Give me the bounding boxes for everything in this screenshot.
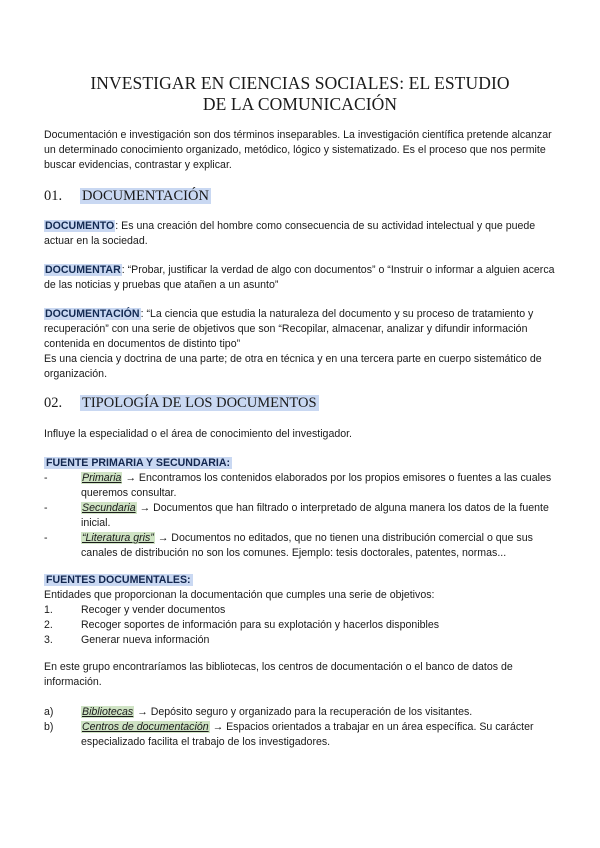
list-marker: 2.: [44, 619, 53, 631]
list-item-text: → Espacios orientados a trabajar en un área específica. Su carácter especializado facilita el trabajo de los investigadores.: [81, 721, 534, 748]
fuente-block: [44, 456, 558, 561]
list-item-text: Generar nueva información: [81, 634, 210, 646]
list-marker: -: [44, 472, 48, 484]
list-item: [44, 501, 558, 531]
term-literatura-gris: “Literatura gris”: [82, 532, 154, 544]
list-item: [44, 471, 558, 501]
section-title: TIPOLOGÍA DE LOS DOCUMENTOS: [82, 395, 317, 411]
list-marker: 3.: [44, 634, 53, 646]
list-marker: a): [44, 706, 54, 718]
list-marker: b): [44, 721, 54, 733]
title-line-1: INVESTIGAR EN CIENCIAS SOCIALES: EL ESTUDIO: [90, 73, 510, 93]
list-item-text: Recoger y vender documentos: [81, 604, 226, 616]
definition-text: : “Probar, justificar la verdad de algo con documentos” o “Instruir o informar a alguien acerca de las noticias y pruebas que atañen a un asunto”: [44, 264, 555, 291]
list-item-text: Recoger soportes de información para su explotación y hacerlos disponibles: [81, 619, 440, 631]
definition-documentar: [44, 263, 558, 293]
list-item: [44, 705, 558, 720]
list-item: [44, 618, 558, 633]
term-documentacion: DOCUMENTACIÓN: [45, 308, 140, 320]
list-item-text: → Documentos que han filtrado o interpretado de alguna manera los datos de la fuente inicial.: [81, 502, 549, 529]
document-title: [40, 73, 560, 115]
lettered-list: [44, 705, 558, 750]
definition-documento: [44, 219, 558, 249]
term-centros-de-documentacion: Centros de documentación: [82, 721, 209, 733]
tipologia-intro: Influye la especialidad o el área de conocimiento del investigador.: [44, 428, 353, 440]
definition-text: : “La ciencia que estudia la naturaleza del documento y su proceso de tratamiento y recuperación” con una serie de objetivos que son “Recopilar, almacenar, analizar y difundir información contenida en documentos de distinto tipo”: [44, 308, 534, 350]
list-item: [44, 633, 558, 648]
list-item-text: → Encontramos los contenidos elaborados por los propios emisores o fuentes a las cuales queremos consultar.: [81, 472, 552, 499]
list-item: [44, 720, 558, 750]
fuentes-documentales-intro: Entidades que proporcionan la documentación que cumples una serie de objetivos:: [44, 589, 435, 601]
section-heading-tipologia: [44, 394, 319, 412]
list-item: [44, 603, 558, 618]
definition-documentacion: [44, 307, 558, 382]
definition-text: : Es una creación del hombre como consecuencia de su actividad intelectual y que puede actuar en la sociedad.: [44, 220, 536, 247]
list-marker: -: [44, 502, 48, 514]
section-heading-documentacion: [44, 187, 211, 205]
list-item-text: → Documentos no editados, que no tienen una distribución comercial o que sus canales de distribución no son los comunes. Ejemplo: tesis doctorales, patentes, normas...: [81, 532, 533, 559]
term-primaria: Primaria: [82, 472, 122, 484]
fuentes-documentales-heading: FUENTES DOCUMENTALES:: [46, 574, 191, 586]
title-line-2: DE LA COMUNICACIÓN: [202, 94, 398, 114]
section-title: DOCUMENTACIÓN: [82, 188, 209, 204]
term-bibliotecas: Bibliotecas: [82, 706, 134, 718]
intro-paragraph: Documentación e investigación son dos términos inseparables. La investigación científica pretende alcanzar un determinado conocimiento organizado, metódico, lógico y sistematizado. Es el proceso que nos permite buscar evidencias, contrastar y explicar.: [44, 129, 552, 171]
term-secundaria: Secundaria: [82, 502, 136, 514]
list-marker: -: [44, 532, 48, 544]
list-marker: 1.: [44, 604, 53, 616]
term-documentar: DOCUMENTAR: [45, 264, 121, 276]
fuente-heading: FUENTE PRIMARIA Y SECUNDARIA:: [46, 457, 231, 469]
list-item: [44, 531, 558, 561]
term-documento: DOCUMENTO: [45, 220, 115, 232]
section-number: 01.: [44, 188, 63, 204]
fuentes-documentales-block: [44, 573, 558, 648]
definition-extra: Es una ciencia y doctrina de una parte; de otra en técnica y en una tercera parte en cuerpo sistemático de organización.: [44, 353, 542, 380]
section-number: 02.: [44, 395, 63, 411]
group-paragraph: En este grupo encontraríamos las bibliotecas, los centros de documentación o el banco de datos de información.: [44, 661, 513, 688]
list-item-text: → Depósito seguro y organizado para la recuperación de los visitantes.: [134, 706, 473, 718]
